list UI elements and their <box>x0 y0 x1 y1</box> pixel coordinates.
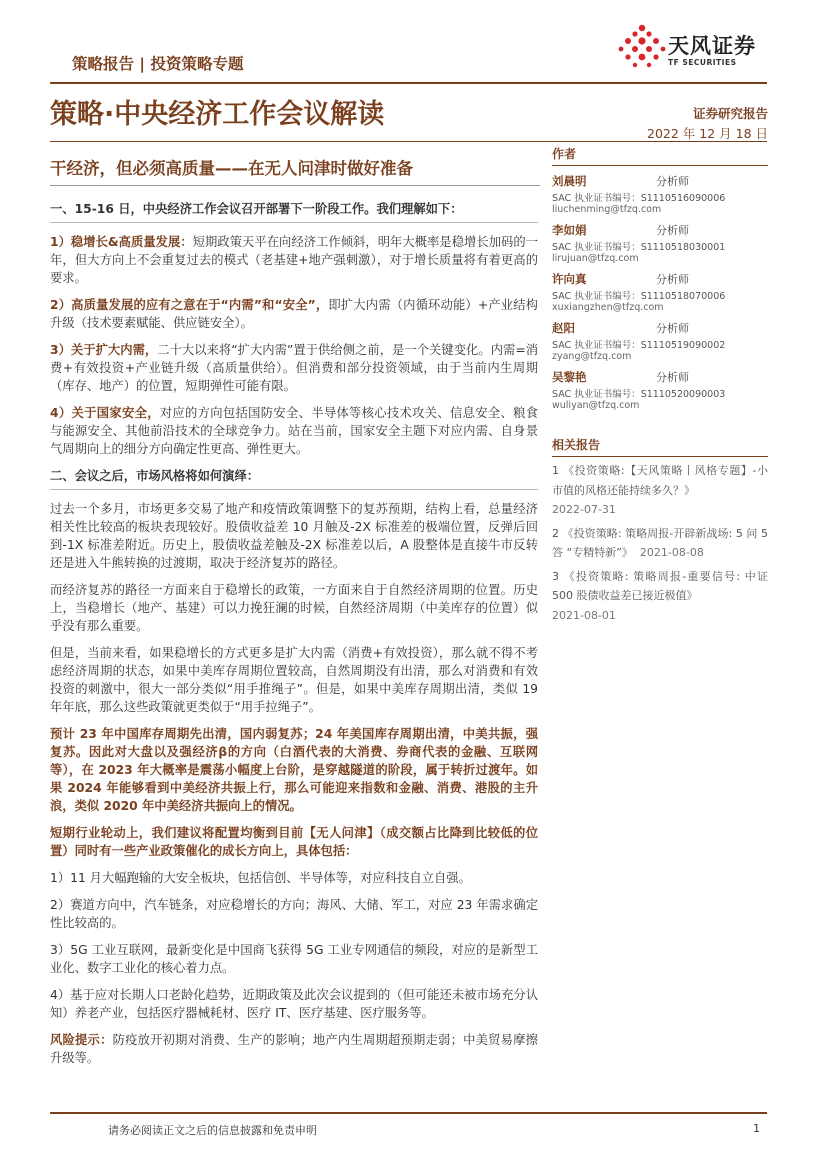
paragraph-3: 3）关于扩大内需，二十大以来将“扩大内需”置于供给侧之前，是一个关键变化。内需=消费+有效投资+产业链升级（高质量供给）。但消费和部分投资领域，由于当前内生周期（库存、地产）的位置，短期弹性可能有限。 <box>50 343 538 393</box>
page-title: 策略·中央经济工作会议解读 <box>50 99 385 130</box>
author-role: 分析师 <box>656 322 689 335</box>
author-email[interactable]: lirujuan@tfzq.com <box>552 253 639 264</box>
logo-chinese-name: 天风证券 <box>668 34 756 58</box>
author-sac: SAC 执业证书编号：S1110518070006 <box>552 291 726 302</box>
paragraph-9: 短期行业轮动上，我们建议将配置均衡到目前【无人问津】（成交额占比降到比较低的位置）同时有一些产业政策催化的成长方向上，具体包括： <box>50 826 538 858</box>
related-report[interactable]: 3 《投资策略: 策略周报-重要信号: 中证 500 股债收益差已接近极值》 2021-08-01 <box>552 569 768 622</box>
page-number: 1 <box>753 1122 760 1135</box>
author-role: 分析师 <box>656 175 689 188</box>
author-card <box>552 268 768 313</box>
author-sac: SAC 执业证书编号：S1110518030001 <box>552 242 726 253</box>
paragraph-6: 而经济复苏的路径一方面来自于稳增长的政策，一方面来自于自然经济周期的位置。历史上，当稳增长（地产、基建）可以力挽狂澜的时候，自然经济周期（中美库存的位置）似乎没有那么重要。 <box>50 583 538 633</box>
page-subtitle: 干经济，但必须高质量——在无人问津时做好准备 <box>50 159 413 178</box>
section-heading-2: 二、会议之后，市场风格将如何演绎： <box>50 469 260 483</box>
risk-warning: 风险提示：防疫放开初期对消费、生产的影响；地产内生周期超预期走弱；中美贸易摩擦升级等。 <box>50 1033 538 1065</box>
author-name: 许向真 <box>552 272 587 286</box>
paragraph-5: 过去一个多月，市场更多交易了地产和疫情政策调整下的复苏预期，结构上看，总量经济相关性比较高的板块表现较好。股债收益差 10 月触及-2X 标准差的极端位置，反弹后回到-1X 标准差附近。历史上，股债收益差触及-2X 标准差以后，A 股整体是直接牛市反转还是进入牛熊转换的过渡期，取决于经济复苏的路径。 <box>50 502 538 570</box>
list-item-3: 3）5G 工业互联网，最新变化是中国商飞获得 5G 工业专网通信的频段，对应的是新型工业化、数字工业化的核心着力点。 <box>50 943 538 975</box>
paragraph-1: 1）稳增长&高质量发展：短期政策天平在向经济工作倾斜，明年大概率是稳增长加码的一年，但大方向上不会重复过去的模式（老基建+地产强刺激），对于增长质量将有着更高的要求。 <box>50 235 538 285</box>
author-email[interactable]: liuchenming@tfzq.com <box>552 204 662 215</box>
author-email[interactable]: xuxiangzhen@tfzq.com <box>552 302 664 313</box>
sidebar <box>552 142 768 625</box>
author-name: 李如娟 <box>552 223 587 237</box>
authors-heading: 作者 <box>552 142 768 166</box>
main-content <box>50 200 538 1076</box>
section-rule-1 <box>50 222 538 223</box>
author-email[interactable]: zyang@tfzq.com <box>552 351 632 362</box>
author-name: 刘晨明 <box>552 174 587 188</box>
paragraph-2: 2）高质量发展的应有之意在于“内需”和“安全”，即扩大内需（内循环动能）+产业结构升级（技术要素赋能、供应链安全）。 <box>50 298 538 330</box>
author-role: 分析师 <box>656 371 689 384</box>
list-item-4: 4）基于应对长期人口老龄化趋势，近期政策及此次会议提到的（但可能还未被市场充分认知）养老产业，包括医疗器械耗材、医疗 IT、医疗基建、医疗服务等。 <box>50 988 538 1020</box>
author-email[interactable]: wuliyan@tfzq.com <box>552 400 640 411</box>
paragraph-8: 预计 23 年中国库存周期先出清，国内弱复苏；24 年美国库存周期出清，中美共振，强复苏。因此对大盘以及强经济β的方向（白酒代表的大消费、券商代表的金融、互联网等），在 2023 年大概率是震荡小幅度上台阶，是穿越隧道的阶段，属于转折过渡年。如果 2024 年能够看到中美经济共振上行，那么可能迎来指数和金融、消费、港股的主升浪，类似 2020 年中美经济共振向上的情况。 <box>50 727 538 813</box>
paragraph-4: 4）关于国家安全，对应的方向包括国防安全、半导体等核心技术攻关、信息安全、粮食与能源安全、其他前沿技术的全球竞争力。站在当前，国家安全主题下对应内需、自身景气周期向上的细分方向确定性更高、弹性更大。 <box>50 406 538 456</box>
footer-disclaimer: 请务必阅读正文之后的信息披露和免责申明 <box>108 1124 317 1137</box>
related-report[interactable]: 1 《投资策略:【天风策略丨风格专题】-小市值的风格还能持续多久？》 2022-07-31 <box>552 464 768 516</box>
author-card <box>552 317 768 362</box>
list-item-2: 2）赛道方向中，汽车链条，对应稳增长的方向；海风、大储、军工，对应 23 年需求确定性比较高的。 <box>50 898 538 930</box>
paragraph-7: 但是，当前来看，如果稳增长的方式更多是扩大内需（消费+有效投资），那么就不得不考虑经济周期的状态，如果中美库存周期位置较高，自然周期没有出清，那么对消费和有效投资的刺激中，很大一部分类似“用手推绳子”。但是，如果中美库存周期出清，类似 19 年年底，那么这些政策就更类似于“用手拉绳子”。 <box>50 646 538 714</box>
author-card <box>552 170 768 215</box>
author-name: 吴黎艳 <box>552 370 587 384</box>
section-heading-1: 一、15-16 日，中央经济工作会议召开部署下一阶段工作。我们理解如下： <box>50 202 463 216</box>
footer-rule <box>50 1112 767 1114</box>
author-sac: SAC 执业证书编号：S1110516090006 <box>552 193 726 204</box>
author-role: 分析师 <box>656 273 689 286</box>
header-rule <box>50 82 767 84</box>
related-report[interactable]: 2 《投资策略: 策略周报-开辟新战场: 5 问 5 答 “专精特新”》 2021-08-08 <box>552 526 768 559</box>
author-sac: SAC 执业证书编号：S1110519090002 <box>552 340 726 351</box>
related-reports-heading: 相关报告 <box>552 433 768 457</box>
author-card <box>552 366 768 411</box>
author-name: 赵阳 <box>552 321 575 335</box>
author-sac: SAC 执业证书编号：S1110520090003 <box>552 389 726 400</box>
report-type: 证券研究报告 <box>692 106 768 121</box>
logo-english-name: TF SECURITIES <box>668 58 737 67</box>
report-category: 策略报告 | 投资策略专题 <box>72 55 244 73</box>
author-role: 分析师 <box>656 224 689 237</box>
report-date: 2022 年 12 月 18 日 <box>647 126 768 141</box>
section-rule-2 <box>50 489 538 490</box>
author-card <box>552 219 768 264</box>
list-item-1: 1）11 月大幅跑输的大安全板块，包括信创、半导体等，对应科技自立自强。 <box>50 871 471 885</box>
subtitle-rule <box>50 185 540 186</box>
